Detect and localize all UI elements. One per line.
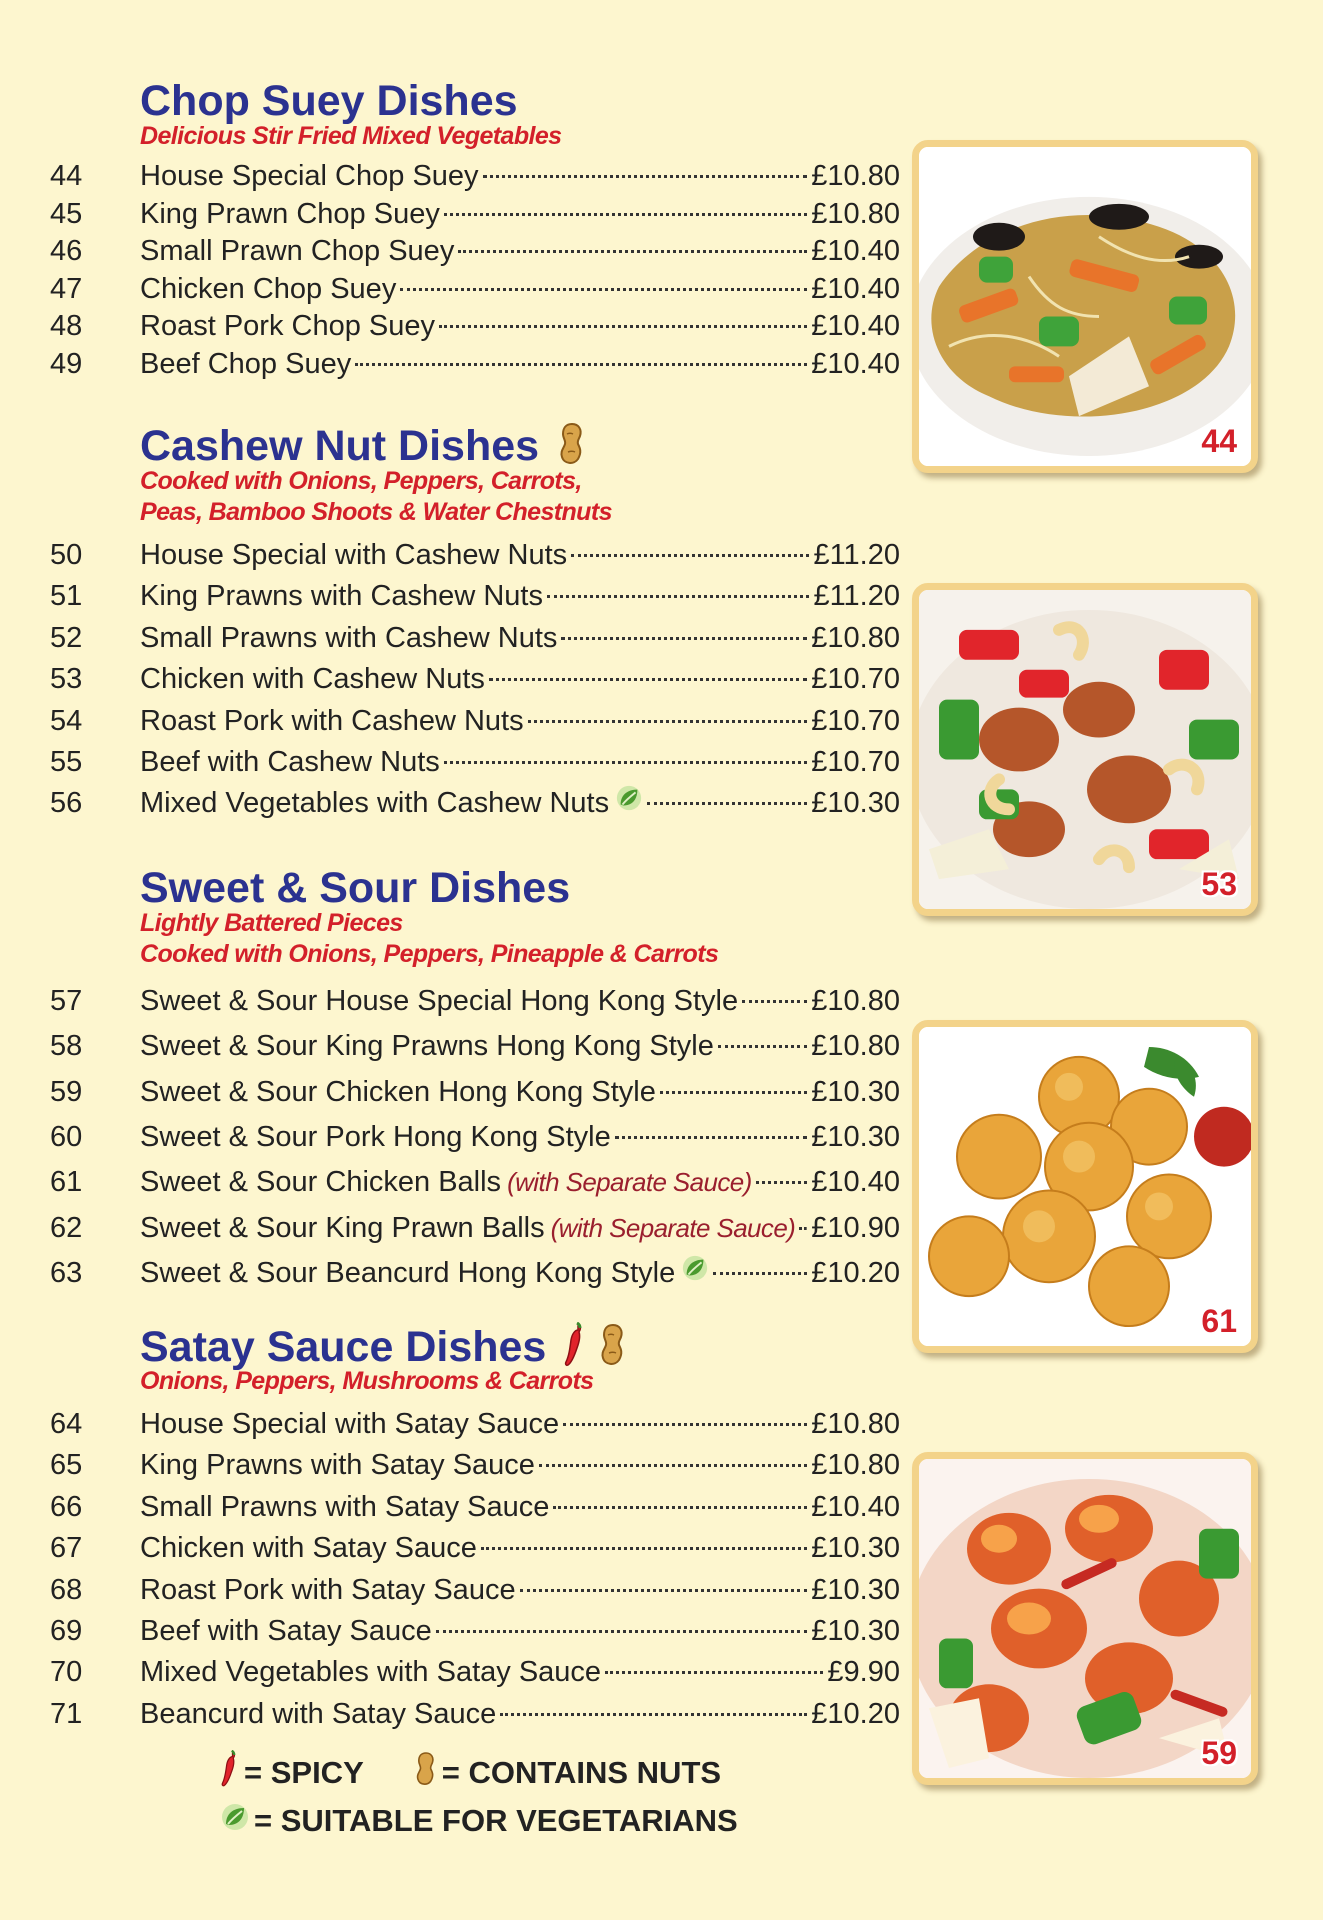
item-number: 68 <box>50 1573 83 1606</box>
item-price: £10.30 <box>811 1120 900 1153</box>
leader-dots <box>444 760 807 764</box>
section-title-text: Satay Sauce Dishes <box>140 1322 547 1371</box>
menu-item <box>0 1026 900 1066</box>
item-price: £10.30 <box>811 1075 900 1108</box>
chili-icon <box>220 1750 240 1796</box>
item-line <box>140 344 900 384</box>
item-number: 59 <box>50 1075 83 1108</box>
section-subtitle: Delicious Stir Fried Mixed Vegetables <box>140 122 562 150</box>
item-number: 60 <box>50 1120 83 1153</box>
item-number: 48 <box>50 310 83 342</box>
section-title-text: Sweet & Sour Dishes <box>140 864 571 912</box>
leader-dots <box>520 1588 808 1592</box>
menu-item <box>0 306 900 346</box>
item-number: 56 <box>50 787 83 820</box>
leader-dots <box>563 1422 807 1426</box>
leader-dots <box>718 1044 807 1048</box>
section-subtitle: Cooked with Onions, Peppers, Pineapple & Carrots <box>140 940 719 968</box>
item-name: Small Prawns with Cashew Nuts <box>140 621 558 654</box>
item-price: £10.80 <box>811 1408 900 1440</box>
item-name: Beancurd with Satay Sauce <box>140 1697 497 1730</box>
item-name: Chicken Chop Suey <box>140 272 397 305</box>
leader-dots <box>713 1271 807 1275</box>
item-number: 45 <box>50 197 83 230</box>
item-number: 65 <box>50 1449 83 1482</box>
item-price: £10.40 <box>811 310 900 342</box>
item-name: Sweet & Sour Pork Hong Kong Style <box>140 1120 611 1153</box>
item-number: 66 <box>50 1490 83 1523</box>
photo-label: 61 <box>1201 1303 1237 1339</box>
item-name: Chicken with Cashew Nuts <box>140 663 485 696</box>
menu-item <box>0 194 900 234</box>
item-price: £10.40 <box>811 347 900 380</box>
menu-item <box>0 618 900 658</box>
menu-item <box>0 1445 900 1485</box>
sweet-sour-chicken-photo <box>912 1452 1258 1785</box>
item-line <box>140 1611 900 1651</box>
leader-dots <box>547 594 810 598</box>
item-number: 61 <box>50 1166 83 1199</box>
menu-item <box>0 1404 900 1444</box>
peanut-icon <box>598 1323 628 1376</box>
leader-dots <box>605 1670 823 1674</box>
leader-dots <box>647 801 807 805</box>
item-price: £10.80 <box>811 1030 900 1063</box>
item-price: £10.20 <box>811 1697 900 1730</box>
item-number: 67 <box>50 1532 83 1565</box>
menu-item <box>0 1253 900 1293</box>
item-line <box>140 156 900 196</box>
section-title-text: Chop Suey Dishes <box>140 77 518 125</box>
leader-dots <box>799 1226 807 1230</box>
item-line <box>140 1072 900 1112</box>
legend-spicy: = SPICY <box>244 1755 364 1790</box>
item-line <box>140 618 900 658</box>
menu-item <box>0 344 900 384</box>
peanut-icon <box>414 1751 438 1795</box>
leader-dots <box>660 1090 807 1094</box>
legend-row <box>220 1750 727 1796</box>
item-line <box>140 306 900 346</box>
cashew-chicken-photo <box>912 583 1258 916</box>
menu-item <box>0 701 900 741</box>
chop-suey-photo <box>912 140 1258 473</box>
item-name: House Special Chop Suey <box>140 160 479 192</box>
item-number: 70 <box>50 1656 83 1689</box>
leader-dots <box>458 249 807 253</box>
leader-dots <box>481 1546 807 1550</box>
item-number: 53 <box>50 663 83 696</box>
item-line <box>140 742 900 782</box>
item-name: Roast Pork Chop Suey <box>140 310 435 342</box>
item-name: Mixed Vegetables with Cashew Nuts <box>140 787 610 820</box>
item-line <box>140 576 900 616</box>
leaf-icon <box>681 1253 709 1293</box>
item-line <box>140 535 900 575</box>
menu-item <box>0 269 900 309</box>
item-number: 64 <box>50 1408 83 1440</box>
item-name: Sweet & Sour King Prawn Balls <box>140 1211 545 1244</box>
leader-dots <box>439 324 807 328</box>
menu-item <box>0 535 900 575</box>
menu-item <box>0 1162 900 1202</box>
item-name: Sweet & Sour Beancurd Hong Kong Style <box>140 1256 676 1289</box>
item-price: £9.90 <box>827 1656 900 1689</box>
item-number: 47 <box>50 272 83 305</box>
section-subtitle: Onions, Peppers, Mushrooms & Carrots <box>140 1367 594 1395</box>
item-name: Sweet & Sour King Prawns Hong Kong Style <box>140 1030 714 1063</box>
menu-item <box>0 1570 900 1610</box>
menu-item <box>0 783 900 823</box>
leader-dots <box>355 362 807 366</box>
item-name: Roast Pork with Satay Sauce <box>140 1573 516 1606</box>
item-name: King Prawns with Satay Sauce <box>140 1449 535 1482</box>
leaf-icon <box>220 1802 250 1840</box>
item-number: 51 <box>50 580 83 613</box>
section-title-text: Cashew Nut Dishes <box>140 421 540 470</box>
item-line <box>140 659 900 699</box>
item-name: Sweet & Sour Chicken Hong Kong Style <box>140 1075 656 1108</box>
legend-vegetarian: = SUITABLE FOR VEGETARIANS <box>254 1803 738 1838</box>
item-name: Roast Pork with Cashew Nuts <box>140 704 524 737</box>
photo-label: 53 <box>1201 866 1237 902</box>
item-line <box>140 1445 900 1485</box>
item-line <box>140 1487 900 1527</box>
item-price: £10.80 <box>811 1449 900 1482</box>
menu-item <box>0 1208 900 1248</box>
item-price: £10.80 <box>811 197 900 230</box>
item-line <box>140 1694 900 1734</box>
item-name: Small Prawn Chop Suey <box>140 235 455 267</box>
item-price: £10.30 <box>811 787 900 820</box>
menu-item <box>0 659 900 699</box>
item-line <box>140 701 900 741</box>
menu-item <box>0 1072 900 1112</box>
photo-label: 59 <box>1201 1735 1237 1771</box>
item-name: Beef with Cashew Nuts <box>140 746 440 778</box>
item-number: 49 <box>50 347 83 380</box>
menu-item <box>0 1528 900 1568</box>
item-number: 55 <box>50 746 83 778</box>
leader-dots <box>615 1135 808 1139</box>
leader-dots <box>742 999 807 1003</box>
leader-dots <box>553 1505 807 1509</box>
item-price: £11.20 <box>813 539 900 571</box>
item-price: £10.30 <box>811 1615 900 1647</box>
item-line <box>140 1528 900 1568</box>
item-price: £11.20 <box>813 580 900 613</box>
item-number: 62 <box>50 1211 83 1244</box>
item-price: £10.40 <box>811 272 900 305</box>
item-name: House Special with Satay Sauce <box>140 1408 560 1440</box>
item-line <box>140 269 900 309</box>
item-price: £10.80 <box>811 160 900 192</box>
item-number: 58 <box>50 1030 83 1063</box>
item-number: 69 <box>50 1615 83 1647</box>
item-note: (with Separate Sauce) <box>507 1167 752 1198</box>
item-number: 57 <box>50 985 83 1017</box>
menu-item <box>0 1652 900 1692</box>
leaf-icon <box>615 783 643 823</box>
item-line <box>140 1162 900 1202</box>
item-number: 44 <box>50 160 83 192</box>
section-title <box>140 865 570 911</box>
item-name: House Special with Cashew Nuts <box>140 539 568 571</box>
item-note: (with Separate Sauce) <box>550 1212 796 1243</box>
leader-dots <box>539 1463 807 1467</box>
item-price: £10.80 <box>811 985 900 1017</box>
section-subtitle: Peas, Bamboo Shoots & Water Chestnuts <box>140 498 612 526</box>
section-subtitle: Lightly Battered Pieces <box>140 909 403 937</box>
item-price: £10.70 <box>811 704 900 737</box>
menu-item <box>0 576 900 616</box>
menu-item <box>0 981 900 1021</box>
leader-dots <box>561 636 807 640</box>
item-line <box>140 1652 900 1692</box>
menu-item <box>0 1117 900 1157</box>
item-price: £10.40 <box>811 235 900 267</box>
item-name: Chicken with Satay Sauce <box>140 1532 477 1565</box>
item-line <box>140 1117 900 1157</box>
item-price: £10.80 <box>811 621 900 654</box>
menu-item <box>0 742 900 782</box>
leader-dots <box>400 287 807 291</box>
chicken-balls-photo <box>912 1020 1258 1353</box>
item-price: £10.40 <box>811 1166 900 1199</box>
item-name: Sweet & Sour Chicken Balls <box>140 1166 502 1199</box>
item-name: Beef Chop Suey <box>140 347 352 380</box>
item-price: £10.30 <box>811 1573 900 1606</box>
item-price: £10.20 <box>811 1256 900 1289</box>
leader-dots <box>756 1180 808 1184</box>
menu-item <box>0 231 900 271</box>
item-number: 63 <box>50 1256 83 1289</box>
item-price: £10.70 <box>811 663 900 696</box>
item-name: Beef with Satay Sauce <box>140 1615 432 1647</box>
item-name: Mixed Vegetables with Satay Sauce <box>140 1656 602 1689</box>
item-name: King Prawns with Cashew Nuts <box>140 580 543 613</box>
item-line <box>140 1208 900 1248</box>
item-price: £10.70 <box>811 746 900 778</box>
item-line <box>140 783 900 823</box>
legend-nuts: = CONTAINS NUTS <box>441 1755 722 1790</box>
item-number: 46 <box>50 235 83 267</box>
item-line <box>140 194 900 234</box>
menu-item <box>0 156 900 196</box>
menu-item <box>0 1694 900 1734</box>
item-price: £10.90 <box>811 1211 900 1244</box>
item-number: 52 <box>50 621 83 654</box>
leader-dots <box>483 174 808 178</box>
item-name: Small Prawns with Satay Sauce <box>140 1490 550 1523</box>
leader-dots <box>571 553 809 557</box>
item-name: King Prawn Chop Suey <box>140 197 440 230</box>
section-subtitle: Cooked with Onions, Peppers, Carrots, <box>140 467 582 495</box>
item-line <box>140 1253 900 1293</box>
item-number: 50 <box>50 539 83 571</box>
item-line <box>140 1026 900 1066</box>
section-title <box>140 78 518 124</box>
item-line <box>140 1570 900 1610</box>
item-line <box>140 231 900 271</box>
legend-row <box>220 1802 744 1840</box>
item-number: 54 <box>50 704 83 737</box>
item-line <box>140 1404 900 1444</box>
item-price: £10.40 <box>811 1490 900 1523</box>
item-price: £10.30 <box>811 1532 900 1565</box>
leader-dots <box>489 677 807 681</box>
item-name: Sweet & Sour House Special Hong Kong Style <box>140 985 739 1017</box>
leader-dots <box>528 719 808 723</box>
leader-dots <box>444 212 807 216</box>
menu-item <box>0 1487 900 1527</box>
leader-dots <box>436 1629 808 1633</box>
item-number: 71 <box>50 1697 83 1730</box>
leader-dots <box>500 1712 807 1716</box>
menu-item <box>0 1611 900 1651</box>
photo-label: 44 <box>1201 423 1237 459</box>
item-line <box>140 981 900 1021</box>
